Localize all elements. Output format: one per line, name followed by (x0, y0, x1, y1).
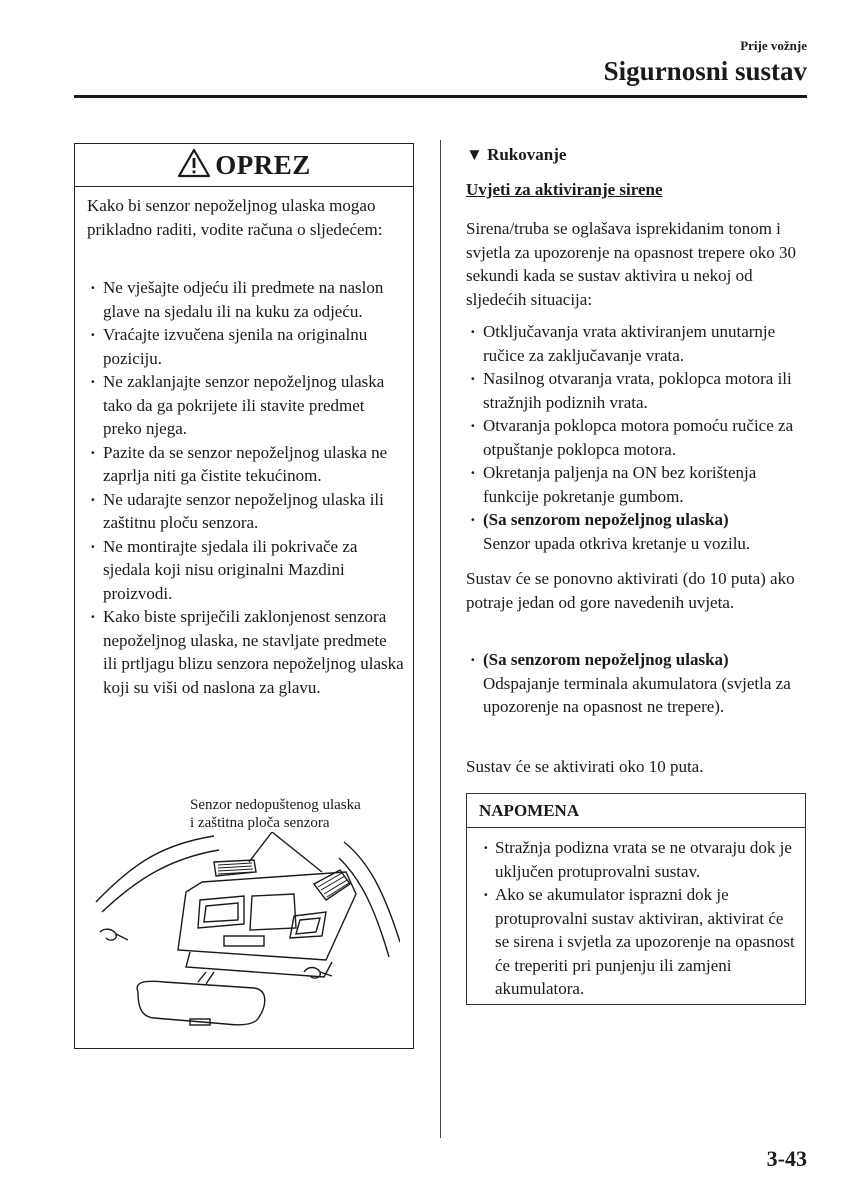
list-item-text: Nasilnog otvaranja vrata, poklopca motora ili stražnjih podiznih vrata. (483, 369, 792, 412)
list-item-text: Otvaranja poklopca motora pomoću ručice za otpuštanje poklopca motora. (483, 416, 794, 459)
list-item: · Ne zaklanjajte senzor nepoželjnog ulaska tako da ga pokrijete ili stavite predmet preko njega. (87, 370, 405, 441)
list-item-text: Otključavanja vrata aktiviranjem unutarnje ručice za zaključavanje vrata. (483, 322, 776, 365)
list-item: · Stražnja podizna vrata se ne otvaraju dok je uključen protuprovalni sustav. (479, 836, 799, 883)
caution-list (87, 276, 405, 699)
list-item: · Ako se akumulator isprazni dok je protuprovalni sustav aktiviran, aktivirat će se sirena i svjetla za upozorenje na opasnost će treperiti pri punjenju ili zamjeni akumulatora. (479, 883, 799, 1001)
reactivation-text: Sustav će se ponovno aktivirati (do 10 puta) ako potraje jedan od gore navedenih uvjeta. (466, 569, 795, 612)
list-item (466, 320, 806, 367)
warning-triangle-icon (177, 148, 211, 183)
list-item-bold: (Sa senzorom nepoželjnog ulaska) (483, 510, 729, 529)
list-item: · Ne montirajte sjedala ili pokrivače za sjedala koji nisu originalni Mazdini proizvodi. (87, 535, 405, 606)
operation-intro: Sirena/truba se oglašava isprekidanim tonom i svjetla za upozorenje na opasnost trepere oko 30 sekundi kada se sustav aktivira u nekoj od sljedećih situacija: (466, 219, 796, 309)
list-item (466, 461, 806, 508)
figure-caption (190, 796, 361, 832)
note-list (479, 836, 799, 1001)
subsection-heading: Uvjeti za aktiviranje sirene (466, 180, 663, 199)
header-section-label: Prije vožnje (740, 38, 807, 53)
column-divider (440, 140, 441, 1138)
caution-header (75, 144, 413, 187)
note-title: NAPOMENA (467, 794, 805, 828)
note-box (466, 793, 806, 1005)
list-item-bold: (Sa senzorom nepoželjnog ulaska) (483, 650, 729, 669)
list-item-text: Odspajanje terminala akumulatora (svjetla za upozorenje na opasnost ne trepere). (483, 673, 791, 716)
section-heading: ▼ Rukovanje (466, 145, 567, 164)
caution-intro: Kako bi senzor nepoželjnog ulaska mogao prikladno raditi, vodite računa o sljedećem: (87, 196, 383, 239)
header-rule (74, 95, 807, 98)
list-item (466, 367, 806, 414)
trigger-list-2 (466, 648, 806, 719)
overhead-console-illustration (94, 832, 400, 1042)
list-item-text: Okretanja paljenja na ON bez korištenja funkcije pokretanje gumbom. (483, 463, 757, 506)
list-item (466, 414, 806, 461)
page-title: Sigurnosni sustav (603, 56, 807, 86)
list-item (466, 508, 806, 555)
list-item: · Vraćajte izvučena sjenila na originalnu poziciju. (87, 323, 405, 370)
list-item (466, 648, 806, 719)
activation-count-text: Sustav će se aktivirati oko 10 puta. (466, 757, 704, 776)
figure-caption-line: i zaštitna ploča senzora (190, 815, 330, 831)
list-item: · Kako biste spriječili zaklonjenost senzora nepoželjnog ulaska, ne stavljate predmete ili prtljagu blizu senzora nepoželjnog ulaska koji su viši od naslona za glavu. (87, 605, 405, 699)
page-number: 3-43 (766, 1146, 807, 1171)
list-item: · Pazite da se senzor nepoželjnog ulaska ne zaprlja niti ga čistite tekućinom. (87, 441, 405, 488)
trigger-list (466, 320, 806, 555)
list-item: · Ne vješajte odjeću ili predmete na naslon glave na sjedalu ili na kuku za odjeću. (87, 276, 405, 323)
list-item-text: Senzor upada otkriva kretanje u vozilu. (483, 533, 751, 553)
list-item: · Ne udarajte senzor nepoželjnog ulaska ili zaštitnu ploču senzora. (87, 488, 405, 535)
caution-title: OPREZ (215, 149, 311, 180)
figure-caption-line: Senzor nedopuštenog ulaska (190, 797, 361, 813)
